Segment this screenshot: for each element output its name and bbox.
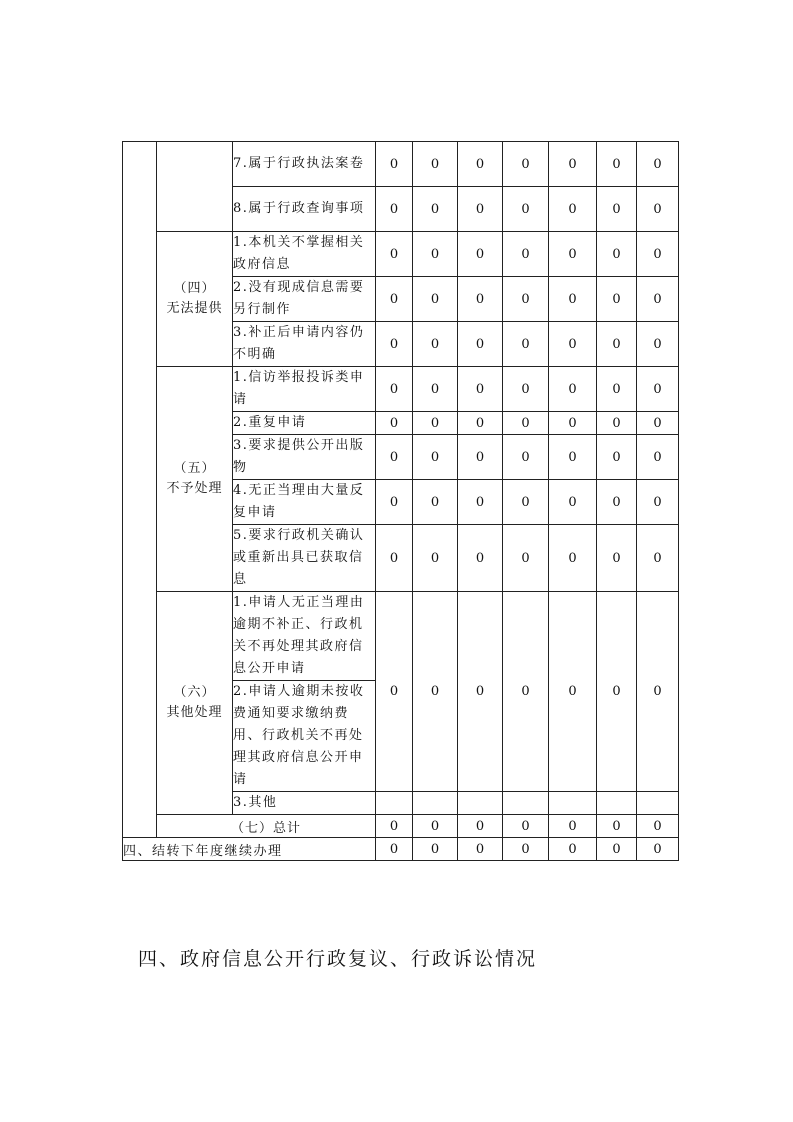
value-cell: 0 xyxy=(376,142,413,187)
value-cell: 0 xyxy=(503,435,549,480)
category-cell xyxy=(157,367,233,592)
empty-cell xyxy=(597,792,637,815)
value-cell: 0 xyxy=(376,367,413,412)
value-cell: 0 xyxy=(413,592,458,792)
value-cell: 0 xyxy=(376,187,413,232)
value-cell: 0 xyxy=(637,367,679,412)
value-cell: 0 xyxy=(503,412,549,435)
value-cell: 0 xyxy=(597,277,637,322)
value-cell: 0 xyxy=(376,480,413,525)
value-cell: 0 xyxy=(637,480,679,525)
outer-category-cell xyxy=(123,142,157,838)
category-cell xyxy=(157,592,233,815)
value-cell: 0 xyxy=(637,592,679,792)
value-cell: 0 xyxy=(637,815,679,838)
item-label: 2.申请人逾期未按收费通知要求缴纳费用、行政机关不再处理其政府信息公开申请 xyxy=(233,681,376,792)
value-cell: 0 xyxy=(376,592,413,792)
value-cell: 0 xyxy=(458,142,503,187)
value-cell: 0 xyxy=(458,592,503,792)
value-cell: 0 xyxy=(503,322,549,367)
value-cell: 0 xyxy=(503,592,549,792)
value-cell: 0 xyxy=(503,480,549,525)
value-cell: 0 xyxy=(597,142,637,187)
table-row xyxy=(123,232,679,277)
category-number: （五） xyxy=(173,461,216,476)
value-cell: 0 xyxy=(549,435,597,480)
item-label: 3.补正后申请内容仍不明确 xyxy=(233,322,376,367)
empty-cell xyxy=(637,792,679,815)
value-cell: 0 xyxy=(503,187,549,232)
value-cell: 0 xyxy=(376,277,413,322)
value-cell: 0 xyxy=(637,322,679,367)
value-cell: 0 xyxy=(458,480,503,525)
value-cell: 0 xyxy=(597,412,637,435)
value-cell: 0 xyxy=(597,592,637,792)
value-cell: 0 xyxy=(597,525,637,592)
value-cell: 0 xyxy=(458,277,503,322)
value-cell: 0 xyxy=(413,412,458,435)
category-title: 不予处理 xyxy=(166,481,223,496)
item-label: 1.本机关不掌握相关政府信息 xyxy=(233,232,376,277)
value-cell: 0 xyxy=(376,838,413,861)
value-cell: 0 xyxy=(413,142,458,187)
category-number: （四） xyxy=(173,281,216,296)
value-cell: 0 xyxy=(413,232,458,277)
value-cell: 0 xyxy=(597,367,637,412)
value-cell: 0 xyxy=(637,142,679,187)
category-cell xyxy=(157,232,233,367)
value-cell: 0 xyxy=(458,435,503,480)
value-cell: 0 xyxy=(549,187,597,232)
value-cell: 0 xyxy=(549,322,597,367)
table-row xyxy=(123,592,679,681)
value-cell: 0 xyxy=(503,232,549,277)
value-cell: 0 xyxy=(376,435,413,480)
value-cell: 0 xyxy=(458,187,503,232)
value-cell: 0 xyxy=(549,838,597,861)
empty-cell xyxy=(413,792,458,815)
table-row-total xyxy=(123,815,679,838)
value-cell: 0 xyxy=(503,142,549,187)
value-cell: 0 xyxy=(597,815,637,838)
value-cell: 0 xyxy=(376,322,413,367)
empty-cell xyxy=(376,792,413,815)
value-cell: 0 xyxy=(549,142,597,187)
value-cell: 0 xyxy=(458,525,503,592)
value-cell: 0 xyxy=(413,815,458,838)
value-cell: 0 xyxy=(376,525,413,592)
value-cell: 0 xyxy=(413,480,458,525)
total-label: （七）总计 xyxy=(157,815,376,838)
value-cell: 0 xyxy=(637,412,679,435)
value-cell: 0 xyxy=(637,435,679,480)
value-cell: 0 xyxy=(549,480,597,525)
value-cell: 0 xyxy=(637,838,679,861)
value-cell: 0 xyxy=(637,232,679,277)
value-cell: 0 xyxy=(458,322,503,367)
value-cell: 0 xyxy=(413,367,458,412)
value-cell: 0 xyxy=(637,187,679,232)
value-cell: 0 xyxy=(597,232,637,277)
category-cell xyxy=(157,142,233,232)
item-label: 3.要求提供公开出版物 xyxy=(233,435,376,480)
value-cell: 0 xyxy=(597,322,637,367)
value-cell: 0 xyxy=(549,367,597,412)
value-cell: 0 xyxy=(503,838,549,861)
value-cell: 0 xyxy=(597,435,637,480)
value-cell: 0 xyxy=(503,815,549,838)
value-cell: 0 xyxy=(503,367,549,412)
item-label: 3.其他 xyxy=(233,792,376,815)
value-cell: 0 xyxy=(637,525,679,592)
value-cell: 0 xyxy=(413,322,458,367)
value-cell: 0 xyxy=(597,480,637,525)
empty-cell xyxy=(458,792,503,815)
value-cell: 0 xyxy=(458,232,503,277)
value-cell: 0 xyxy=(413,277,458,322)
value-cell: 0 xyxy=(549,525,597,592)
value-cell: 0 xyxy=(458,815,503,838)
value-cell: 0 xyxy=(597,187,637,232)
value-cell: 0 xyxy=(637,277,679,322)
value-cell: 0 xyxy=(549,592,597,792)
value-cell: 0 xyxy=(549,815,597,838)
carryover-label: 四、结转下年度继续办理 xyxy=(123,838,376,861)
value-cell: 0 xyxy=(376,412,413,435)
value-cell: 0 xyxy=(413,525,458,592)
table-row-carryover xyxy=(123,838,679,861)
item-label: 4.无正当理由大量反复申请 xyxy=(233,480,376,525)
item-label: 7.属于行政执法案卷 xyxy=(233,142,376,187)
disclosure-statistics-table xyxy=(122,141,679,861)
value-cell: 0 xyxy=(549,232,597,277)
value-cell: 0 xyxy=(413,838,458,861)
empty-cell xyxy=(503,792,549,815)
value-cell: 0 xyxy=(413,435,458,480)
value-cell: 0 xyxy=(549,277,597,322)
category-number: （六） xyxy=(173,685,216,700)
item-label: 8.属于行政查询事项 xyxy=(233,187,376,232)
item-label: 1.申请人无正当理由逾期不补正、行政机关不再处理其政府信息公开申请 xyxy=(233,592,376,681)
section-heading: 四、政府信息公开行政复议、行政诉讼情况 xyxy=(138,948,538,970)
value-cell: 0 xyxy=(503,277,549,322)
table-row xyxy=(123,367,679,412)
value-cell: 0 xyxy=(413,187,458,232)
value-cell: 0 xyxy=(458,838,503,861)
empty-cell xyxy=(549,792,597,815)
value-cell: 0 xyxy=(458,367,503,412)
item-label: 5.要求行政机关确认或重新出具已获取信息 xyxy=(233,525,376,592)
value-cell: 0 xyxy=(549,412,597,435)
item-label: 2.重复申请 xyxy=(233,412,376,435)
value-cell: 0 xyxy=(597,838,637,861)
value-cell: 0 xyxy=(458,412,503,435)
value-cell: 0 xyxy=(376,815,413,838)
category-title: 无法提供 xyxy=(166,301,223,316)
value-cell: 0 xyxy=(503,525,549,592)
category-title: 其他处理 xyxy=(166,705,223,720)
value-cell: 0 xyxy=(376,232,413,277)
table-row xyxy=(123,142,679,187)
item-label: 1.信访举报投诉类申请 xyxy=(233,367,376,412)
item-label: 2.没有现成信息需要另行制作 xyxy=(233,277,376,322)
